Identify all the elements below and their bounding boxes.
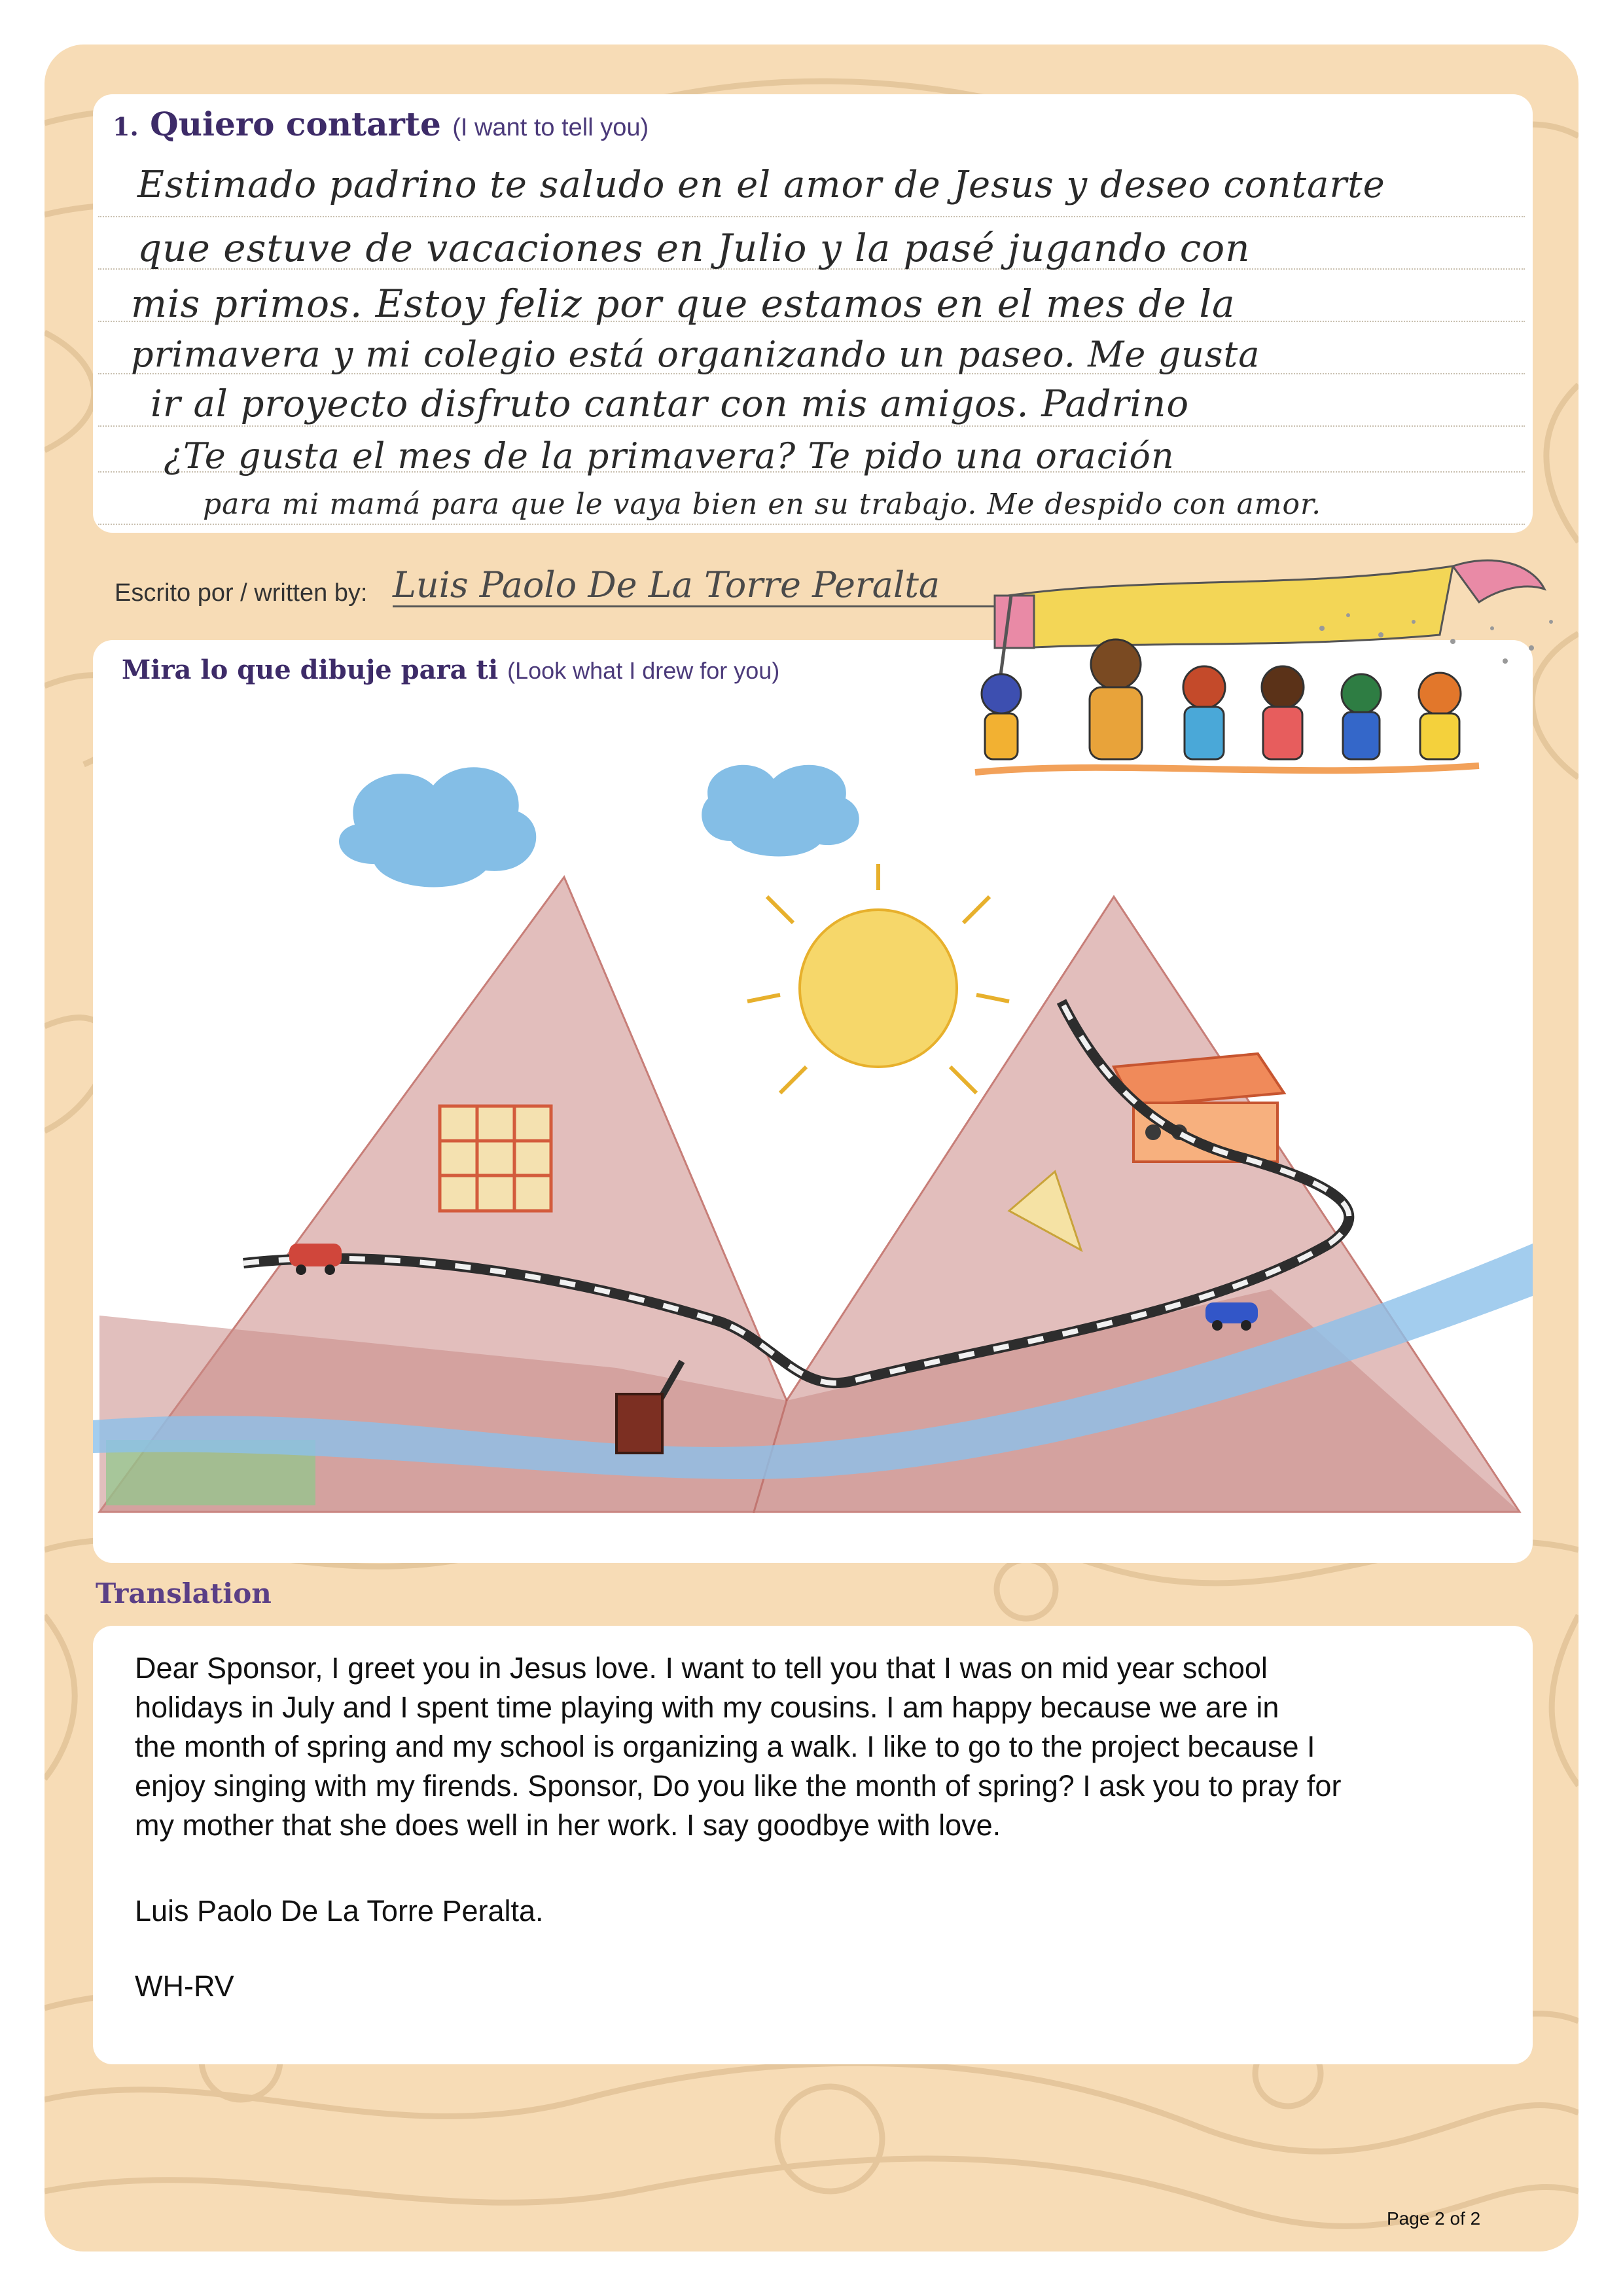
ruled-line [98,524,1525,525]
translation-line: holidays in July and I spent time playing with my cousins. I am happy because we are in [135,1691,1279,1724]
translation-line: the month of spring and my school is organizing a walk. I like to go to the project because I [135,1730,1315,1763]
translation-line: my mother that she does well in her work. I say goodbye with love. [135,1808,1001,1842]
drawing-title: Mira lo que dibuje para ti [122,655,499,685]
cloud-left [339,767,536,887]
ruled-line [98,425,1525,427]
section-subtitle: (I want to tell you) [452,114,649,141]
translation-line: enjoy singing with my firends. Sponsor, Do you like the month of spring? I ask you to pray for [135,1769,1342,1803]
sun [747,864,1009,1093]
translation-signature: Luis Paolo De La Torre Peralta. [135,1894,544,1928]
drawing-section-heading [122,655,779,685]
section-number: 1. [113,112,139,141]
translation-line: Dear Sponsor, I greet you in Jesus love. I want to tell you that I was on mid year school [135,1651,1268,1685]
handwriting-line: mis primos. Estoy feliz por que estamos en el mes de la [131,281,1236,326]
child-drawing [93,726,1539,1532]
handwriting-line: que estuve de vacaciones en Julio y la pasé jugando con [137,226,1251,270]
handwriting-line: para mi mamá para que le vaya bien en su trabajo. Me despido con amor. [203,488,1322,521]
handwriting-line: Estimado padrino te saludo en el amor de Jesus y deseo contarte [137,164,1385,206]
drawing-subtitle: (Look what I drew for you) [507,657,780,684]
section-title: Quiero contarte [150,105,441,143]
ruled-line [98,216,1525,217]
window [440,1106,551,1211]
bridge [616,1394,662,1453]
letter-section-heading [113,105,649,143]
cloud-right [702,765,859,857]
page-number: Page 2 of 2 [1387,2208,1481,2229]
translation-code: WH-RV [135,1969,234,2003]
translation-body [135,1649,1509,1845]
handwriting-line: ¿Te gusta el mes de la primavera? Te pido una oración [164,435,1175,476]
translation-title: Translation [96,1577,272,1609]
written-by-label: Escrito por / written by: [115,579,368,607]
written-by-name: Luis Paolo De La Torre Peralta [393,564,1005,607]
handwriting-line: ir al proyecto disfruto cantar con mis amigos. Padrino [151,383,1190,425]
handwriting-line: primavera y mi colegio está organizando un paseo. Me gusta [131,334,1260,375]
